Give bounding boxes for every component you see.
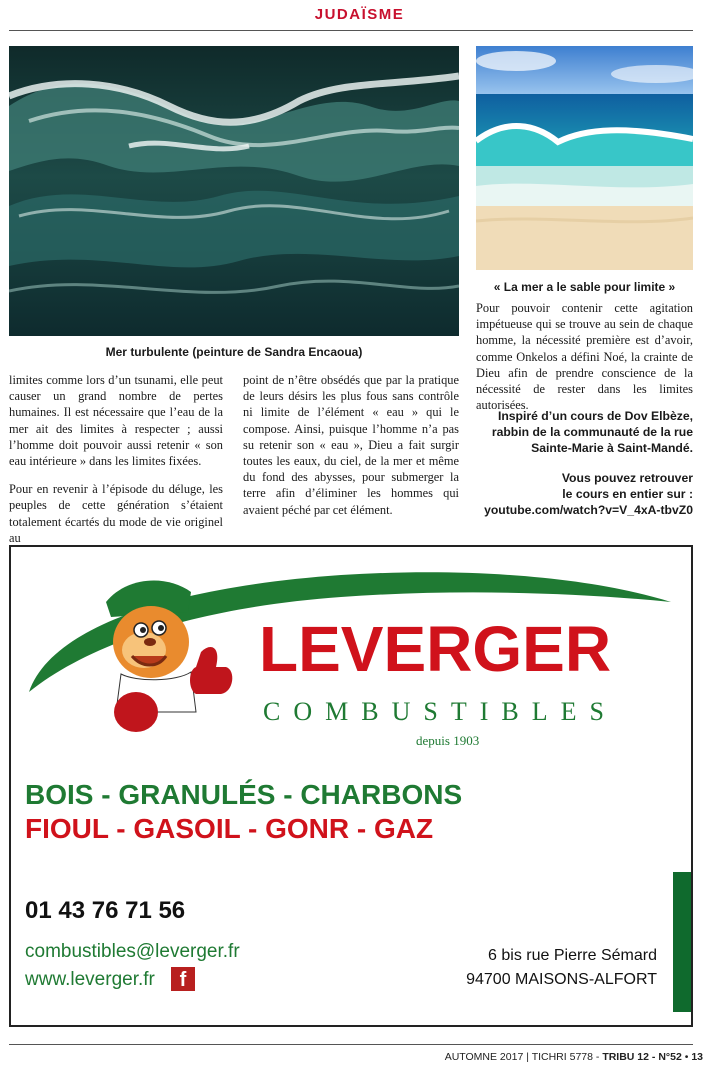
brand-name: LEVERGER (259, 613, 612, 685)
footer-rule (9, 1044, 693, 1045)
beach-caption: « La mer a le sable pour limite » (493, 280, 676, 294)
page-number: 13 (691, 1051, 703, 1063)
painting-caption: Mer turbulente (peinture de Sandra Encaoua) (105, 345, 363, 359)
credit-line: Sainte-Marie à Saint-Mandé. (531, 441, 693, 455)
footer-hebrew-date: TICHRI 5778 (531, 1051, 593, 1063)
brand-since: depuis 1903 (416, 733, 480, 748)
footer-separator: | (526, 1051, 529, 1063)
footer-bullet: • (684, 1051, 689, 1063)
credit-line: Vous pouvez retrouver (561, 471, 693, 485)
footer-separator: - (595, 1051, 600, 1063)
leverger-advertisement[interactable] (9, 545, 693, 1027)
products-line-1: BOIS - GRANULÉS - CHARBONS (25, 779, 463, 810)
article-paragraph: limites comme lors d’un tsunami, elle peut causer un grand nombre de pertes humaines. Il est nécessaire que l’eau de la mer ait des limites à respecter ; aussi l’homme doit pouvoir aussi retenir « son eau intérieure » dans les limites fixées. (9, 373, 223, 469)
article-credit (470, 408, 693, 518)
article-column-3 (476, 300, 693, 425)
products-line-2: FIOUL - GASOIL - GONR - GAZ (25, 813, 434, 844)
cat-mascot-icon (96, 572, 246, 742)
painting-image (9, 46, 459, 336)
website-link[interactable]: www.leverger.fr (25, 969, 155, 990)
article-paragraph: Pour pouvoir contenir cette agitation impétueuse qui se trouve au sein de chaque homme, la nécessité première est d’avoir, comme Onkelos a défini Noé, la crainte de Dieu afin de prendre conscience de la nécessité de rester dans les limites autorisées. (476, 301, 693, 413)
address-line-1: 6 bis rue Pierre Sémard (488, 947, 657, 964)
header-rule (9, 30, 693, 31)
green-accent-bar (673, 872, 691, 1012)
article-paragraph: Pour en revenir à l’épisode du déluge, les peuples de cette génération s’étaient totalement écartés du mode de vie originel au (9, 482, 223, 545)
article-paragraph: point de n’être obsédés que par la pratique de leurs désirs les plus fous sans contrôle ni limite de l’élément « eau » qui le compose. Ainsi, puisque l’homme n’a pas su retenir son « eau », Dieu a fait surgir toutes les eaux, du ciel, de la mer et même du fond des abysses, pour submerger la terre afin d’éliminer les hommes qui avaient péché par cet élément. (243, 373, 459, 517)
footer-season: AUTOMNE 2017 (444, 1051, 524, 1063)
brand-subtitle: COMBUSTIBLES (263, 697, 617, 726)
section-title: JUDAÏSME (314, 6, 405, 23)
credit-line: le cours en entier sur : (562, 487, 693, 501)
beach-image (476, 46, 693, 270)
facebook-icon[interactable]: f (171, 967, 195, 991)
article-column-1 (9, 372, 223, 558)
phone-number[interactable]: 01 43 76 71 56 (25, 897, 186, 924)
email-link[interactable]: combustibles@leverger.fr (25, 941, 240, 962)
page-footer (445, 1051, 703, 1063)
credit-line: Inspiré d’un cours de Dov Elbèze, (497, 409, 693, 423)
article-column-2 (243, 372, 459, 530)
credit-link[interactable]: youtube.com/watch?v=V_4xA-tbvZ0 (484, 503, 693, 517)
credit-line: rabbin de la communauté de la rue (491, 425, 693, 439)
address-line-2: 94700 MAISONS-ALFORT (466, 971, 657, 988)
footer-issue: TRIBU 12 - N°52 (602, 1051, 682, 1063)
